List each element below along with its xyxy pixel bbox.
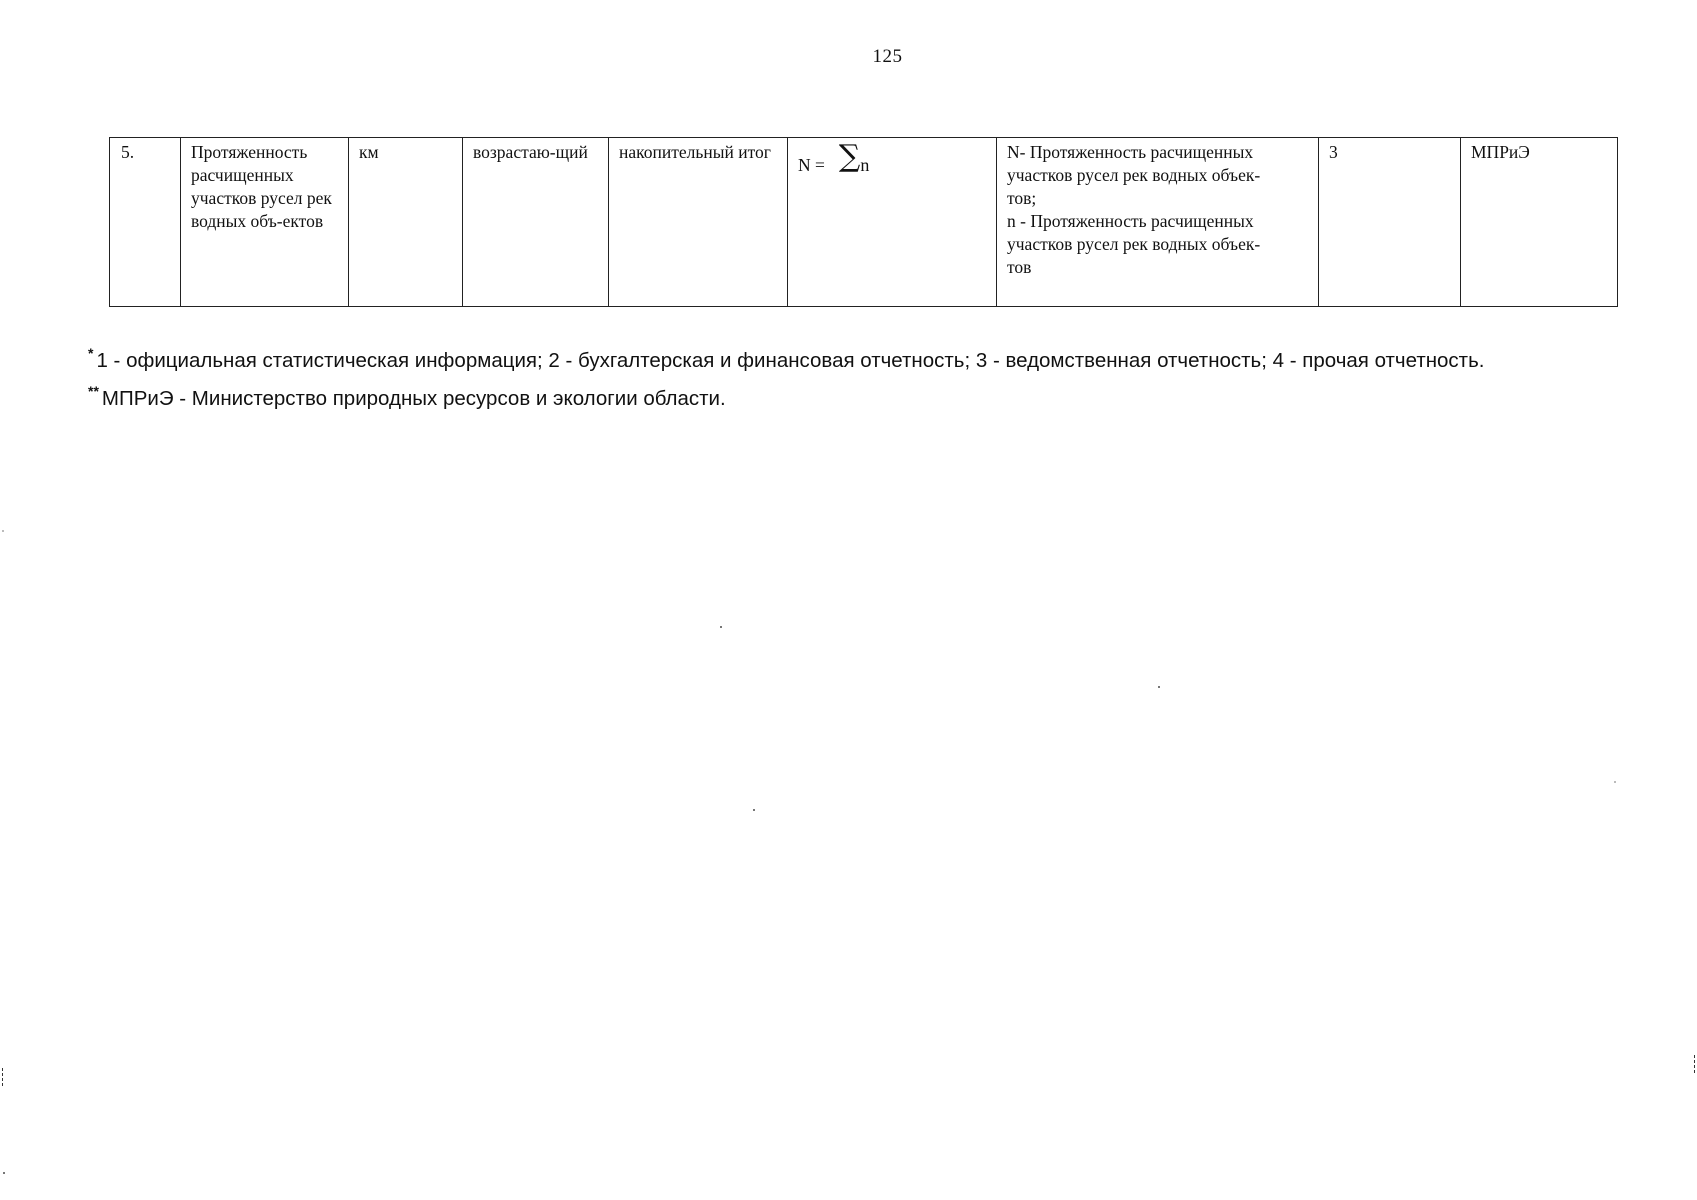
scan-speck — [720, 626, 722, 628]
formula-description-cell — [997, 138, 1319, 307]
formula-cell — [788, 138, 997, 307]
data-source-cell: 3 — [1319, 138, 1461, 307]
footnote-sources — [88, 338, 1484, 376]
scan-speck — [2, 530, 4, 532]
scan-speck — [753, 809, 755, 811]
table-row — [110, 138, 1618, 307]
footnote-abbreviation — [88, 376, 1484, 414]
calculation-method-cell: накопительный итог — [609, 138, 788, 307]
description-line: участков русел рек водных объек- — [1007, 234, 1261, 254]
formula-lhs: N = — [798, 155, 825, 175]
description-line: N- Протяженность расчищенных — [1007, 142, 1254, 162]
formula-subscript: n — [860, 155, 870, 175]
indicator-type-cell: возрастаю-щий — [463, 138, 609, 307]
indicator-name-cell: Протяженность расчищенных участков русел рек водных объ-ектов — [181, 138, 349, 307]
page-number: 125 — [872, 46, 903, 67]
scan-speck — [3, 1172, 5, 1174]
description-line: участков русел рек водных объек- — [1007, 165, 1261, 185]
description-line: тов — [1007, 257, 1032, 277]
footnotes — [88, 338, 1484, 414]
sum-formula — [798, 139, 870, 177]
unit-cell: км — [349, 138, 463, 307]
indicator-table — [109, 137, 1618, 307]
scan-speck — [1158, 686, 1160, 688]
sigma-symbol: ∑ — [838, 139, 861, 174]
description-line: тов; — [1007, 188, 1037, 208]
footnote-mark: * — [88, 345, 94, 361]
scan-edge-mark — [2, 1068, 4, 1086]
responsible-cell: МПРиЭ — [1461, 138, 1618, 307]
scan-speck — [1614, 781, 1616, 783]
description-line: n - Протяженность расчищенных — [1007, 211, 1254, 231]
footnote-mark: ** — [88, 383, 99, 399]
footnote-text: 1 - официальная статистическая информация; 2 - бухгалтерская и финансовая отчетность; 3 - ведомственная отчетность; 4 - прочая отчетность. — [96, 349, 1485, 372]
scan-edge-mark — [1694, 1055, 1696, 1073]
row-number-cell: 5. — [110, 138, 181, 307]
footnote-text: МПРиЭ - Министерство природных ресурсов и экологии области. — [101, 387, 726, 410]
